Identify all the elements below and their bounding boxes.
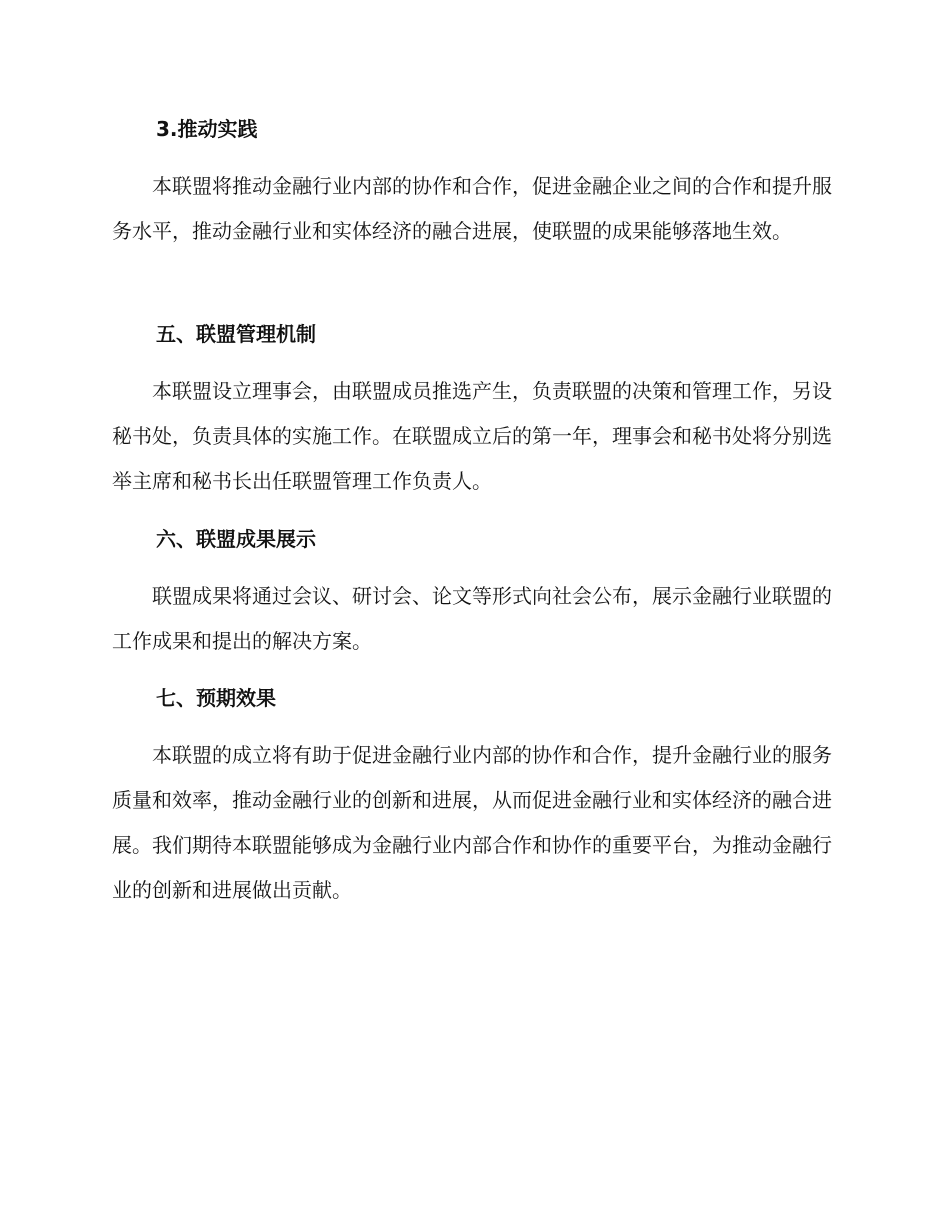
section-paragraph-expected-effects: 本联盟的成立将有助于促进金融行业内部的协作和合作，提升金融行业的服务质量和效率，推动金融行业的创新和进展，从而促进金融行业和实体经济的融合进展。我们期待本联盟能够成为金融行业内部合作和协作的重要平台，为推动金融行业的创新和进展做出贡献。: [112, 743, 832, 902]
section-heading-management: 五、联盟管理机制: [156, 322, 316, 346]
section-heading-results: 六、联盟成果展示: [156, 527, 316, 551]
section-heading-practice: 3.推动实践: [156, 117, 258, 141]
section-heading-expected-effects: 七、预期效果: [156, 686, 276, 710]
section-paragraph-management: 本联盟设立理事会，由联盟成员推选产生，负责联盟的决策和管理工作，另设秘书处，负责具体的实施工作。在联盟成立后的第一年，理事会和秘书处将分别选举主席和秘书长出任联盟管理工作负责人。: [112, 379, 832, 493]
section-paragraph-results: 联盟成果将通过会议、研讨会、论文等形式向社会公布，展示金融行业联盟的工作成果和提出的解决方案。: [112, 584, 832, 653]
section-paragraph-practice: 本联盟将推动金融行业内部的协作和合作，促进金融企业之间的合作和提升服务水平，推动金融行业和实体经济的融合进展，使联盟的成果能够落地生效。: [112, 174, 832, 243]
